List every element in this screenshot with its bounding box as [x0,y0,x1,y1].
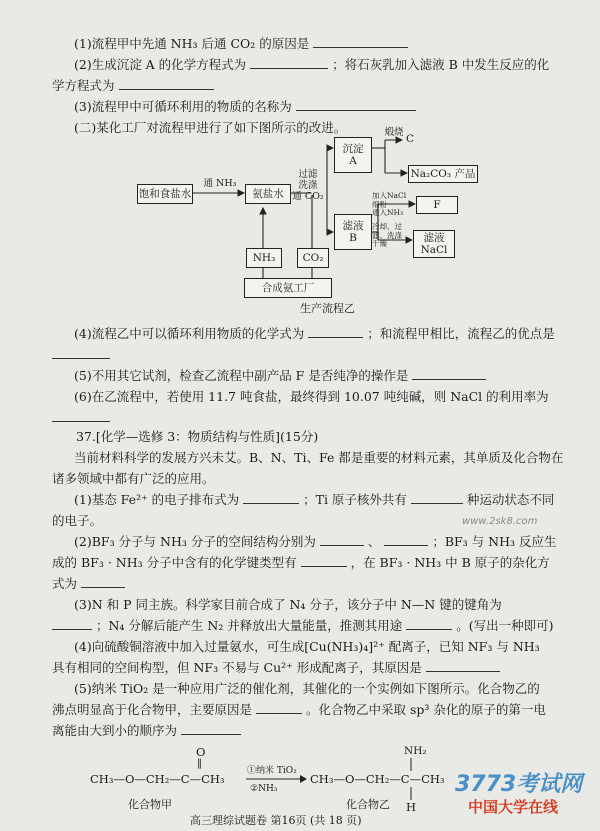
label-add-co2: 通 CO₂ [292,191,324,202]
q37-sub5-cont2 [52,723,572,739]
hydrogen-atom-text: H [406,800,417,814]
q37-intro-cont [52,471,572,487]
question-2-tail: ；将石灰乳加入滤液 B 中发生反应的化 [332,57,550,72]
compound-a-label-text: 化合物甲 [128,798,172,811]
q37-sub4-cont [52,660,572,676]
box-na2co3-product [408,165,478,183]
carbonyl-oxygen [196,745,205,759]
q37-sub1 [74,492,594,508]
compound-b-label-text: 化合物乙 [346,798,390,811]
reaction-condition-2 [250,784,277,794]
compound-a-formula [90,772,225,786]
page-footer [190,812,362,828]
site-logo [455,767,582,798]
box-co2-label: CO₂ [302,252,324,264]
label-cool-filter-line3: 干燥 [372,239,387,248]
question-37-title-text: 37.[化学—选修 3：物质结构与性质](15分) [76,429,319,444]
label-add-nacl-line3: 通入NH₃ [372,208,404,217]
question-4-cont [52,347,572,363]
answer-blank [412,368,486,380]
q37-sub5-cont [52,702,572,718]
box-filtrate-nacl-line1: 滤液 [423,232,445,244]
q37-intro-line2: 诸多领域中都有广泛的应用。 [52,471,215,486]
label-cool-filter [372,223,416,249]
q37-sub1-a: (1)基态 Fe²⁺ 的电子排布式为 [74,492,240,507]
question-5 [74,368,594,384]
question-6 [74,389,594,405]
q37-sub3-cont [52,618,572,634]
box-filtrate-b [334,214,372,250]
answer-blank [301,555,347,567]
output-c [404,134,416,145]
question-1-text: (1)流程甲中先通 NH₃ 后通 CO₂ 的原因是 [74,36,310,51]
box-nh3 [246,248,282,268]
q37-sub5-b: 沸点明显高于化合物甲，主要原因是 [52,702,253,717]
box-filtrate-nacl [413,230,455,258]
amino-group-text: NH₂ [404,745,427,757]
box-ammonia-plant-label: 合成氨工厂 [261,282,315,294]
q37-sub2-b: ；BF₃ 与 NH₃ 反应生 [432,534,557,549]
watermark-url-text: www.2sk8.com [462,516,538,527]
question-3-text: (3)流程甲中可循环利用的物质的名称为 [74,99,292,114]
compound-b-formula [310,772,445,786]
label-filter-wash-co2 [289,169,327,202]
box-f [416,196,458,214]
q37-intro-line1: 当前材料科学的发展方兴未艾。B、N、Ti、Fe 都是重要的材料元素，其单质及化合物在 [74,450,564,465]
answer-blank [181,723,241,735]
label-calcine [382,127,406,138]
question-37-title [76,429,596,445]
compound-a-formula-text: CH₃—O—CH₂—C—CH₃ [90,772,225,786]
label-add-nh3 [200,178,240,189]
flow-arrows [0,0,600,320]
label-cool-filter-line2: 滤、洗涤 [372,230,402,240]
site-tagline [468,796,558,817]
carbonyl-oxygen-text: O [196,745,206,759]
q37-sub2-cont2 [52,576,572,592]
box-precipitate-a-line2: A [349,155,357,167]
box-filtrate-b-line2: B [349,232,357,244]
q37-sub5-a: (5)纳米 TiO₂ 是一种应用广泛的催化剂，其催化的一个实例如下图所示。化合物乙的 [74,681,540,696]
site-tagline-text: 中国大学在线 [468,798,559,816]
box-precipitate-a [334,137,372,173]
q37-sub2-e: 式为 [52,576,78,591]
box-filtrate-b-line1: 滤液 [342,220,364,232]
label-filter: 过滤 [298,169,318,180]
q37-sub3 [74,597,594,613]
label-calcine-text: 煅烧 [384,127,404,138]
label-add-nacl-line2: 细粉 [372,199,387,209]
box-na2co3-label: Na₂CO₃ 产品 [410,168,476,180]
hydrogen-atom [406,800,416,814]
q37-sub4-b: 具有相同的空间构型，但 NF₃ 不易与 Cu²⁺ 形成配离子，其原因是 [52,660,422,675]
box-f-label: F [433,199,441,211]
q37-sub4 [74,639,594,655]
answer-blank [52,618,92,630]
answer-blank [243,492,299,504]
reaction-condition-2-text: ②NH₃ [250,784,278,794]
diagram-caption-text: 生产流程乙 [300,302,355,315]
q37-sub1-b: ；Ti 原子核外共有 [303,492,407,507]
answer-blank [384,534,428,546]
question-4-text: (4)流程乙中可以循环利用物质的化学式为 [74,326,305,341]
section-heading-text: (二)某化工厂对流程甲进行了如下图所示的改进。 [74,120,347,135]
compound-b-formula-text: CH₃—O—CH₂—C—CH₃ [310,772,445,786]
answer-blank [411,492,463,504]
compound-a-label [128,796,172,812]
diagram-caption [300,300,355,316]
question-6-cont [52,410,572,426]
label-add-nh3-text: 通 NH₃ [203,178,237,189]
question-2-cont-text: 学方程式为 [52,78,115,93]
reaction-arrow [246,774,308,784]
answer-blank [406,618,452,630]
label-add-nacl-line1: 加入NaCl [372,191,407,200]
q37-sub1-d: 的电子。 [52,513,103,528]
answer-blank [256,702,302,714]
carbonyl-double-bond [197,758,202,769]
answer-blank [81,576,125,588]
answer-blank [320,534,364,546]
q37-sub2: (2)BF₃ 分子与 NH₃ 分子的空间结构分别为 、 ；BF₃ 与 NH₃ 反应生 [74,534,557,549]
box-ammonia-plant [244,278,332,298]
q37-sub3-c: 。(写出一种即可) [456,618,554,633]
box-precipitate-a-line1: 沉淀 [342,143,364,155]
q37-sub2-c: 成的 BF₃ · NH₃ 分子中含有的化学键类型有 [52,555,297,570]
q37-sub4-a: (4)向硫酸铜溶液中加入过量氨水，可生成[Cu(NH₃)₄]²⁺ 配离子，已知 NF₃ 与 NH₃ [74,639,540,654]
output-c-text: C [405,133,415,145]
site-logo-text: 3773考试网 [455,772,583,797]
box-saturated-brine [137,184,193,204]
box-nh3-label: NH₃ [252,252,276,264]
box-ammonia-brine-label: 氨盐水 [252,188,284,200]
watermark-url [462,516,537,527]
q37-sub3-b: ；N₄ 分解后能产生 N₂ 并释放出大量能量，推测其用途 [95,618,403,633]
question-4-tail: ；和流程甲相比，流程乙的优点是 [367,326,555,341]
q37-sub2-a: (2)BF₃ 分子与 NH₃ 分子的空间结构分别为 [74,534,316,549]
q37-sub5-d: 离能由大到小的顺序为 [52,723,178,738]
compound-b-label [346,796,390,812]
box-filtrate-nacl-line2: NaCl [420,244,448,256]
amino-group [404,745,427,757]
q37-sub1-c: 种运动状态不同 [466,492,555,507]
q37-sub5-c: 。化合物乙中采取 sp³ 杂化的原子的第一电 [305,702,546,717]
reaction-condition-1-text: ①纳米 TiO₂ [247,766,297,776]
answer-blank [52,410,110,422]
q37-sub2-d: ，在 BF₃ · NH₃ 中 B 原子的杂化方 [350,555,550,570]
q37-sub5 [74,681,594,697]
question-2-text: (2)生成沉淀 A 的化学方程式为 [74,57,247,72]
carbonyl-double-bond-text: ‖ [197,758,202,769]
q37-sub2-cont [52,555,572,571]
box-saturated-brine-label: 饱和食盐水 [138,188,192,200]
label-wash: 洗涤 [298,180,318,191]
q37-intro [74,450,594,466]
question-5-text: (5)不用其它试剂，检查乙流程中副产品 F 是否纯净的操作是 [74,368,409,383]
box-ammonia-brine [245,184,291,204]
q37-sub3-a: (3)N 和 P 同主族。科学家目前合成了 N₄ 分子，该分子中 N—N 键的键角为 [74,597,502,612]
question-6-text: (6)在乙流程中，若使用 11.7 吨食盐，最终得到 10.07 吨纯碱，则 NaCl 的利用率为 [74,389,549,404]
question-4 [74,326,594,342]
label-add-nacl [372,192,416,218]
answer-blank [52,347,110,359]
label-cool-filter-line1: 冷却、过 [372,222,402,231]
page-footer-text: 高三理综试题卷 第16页 (共 18 页) [190,814,362,827]
answer-blank [308,326,363,338]
answer-blank [426,660,500,672]
box-co2 [297,248,329,268]
